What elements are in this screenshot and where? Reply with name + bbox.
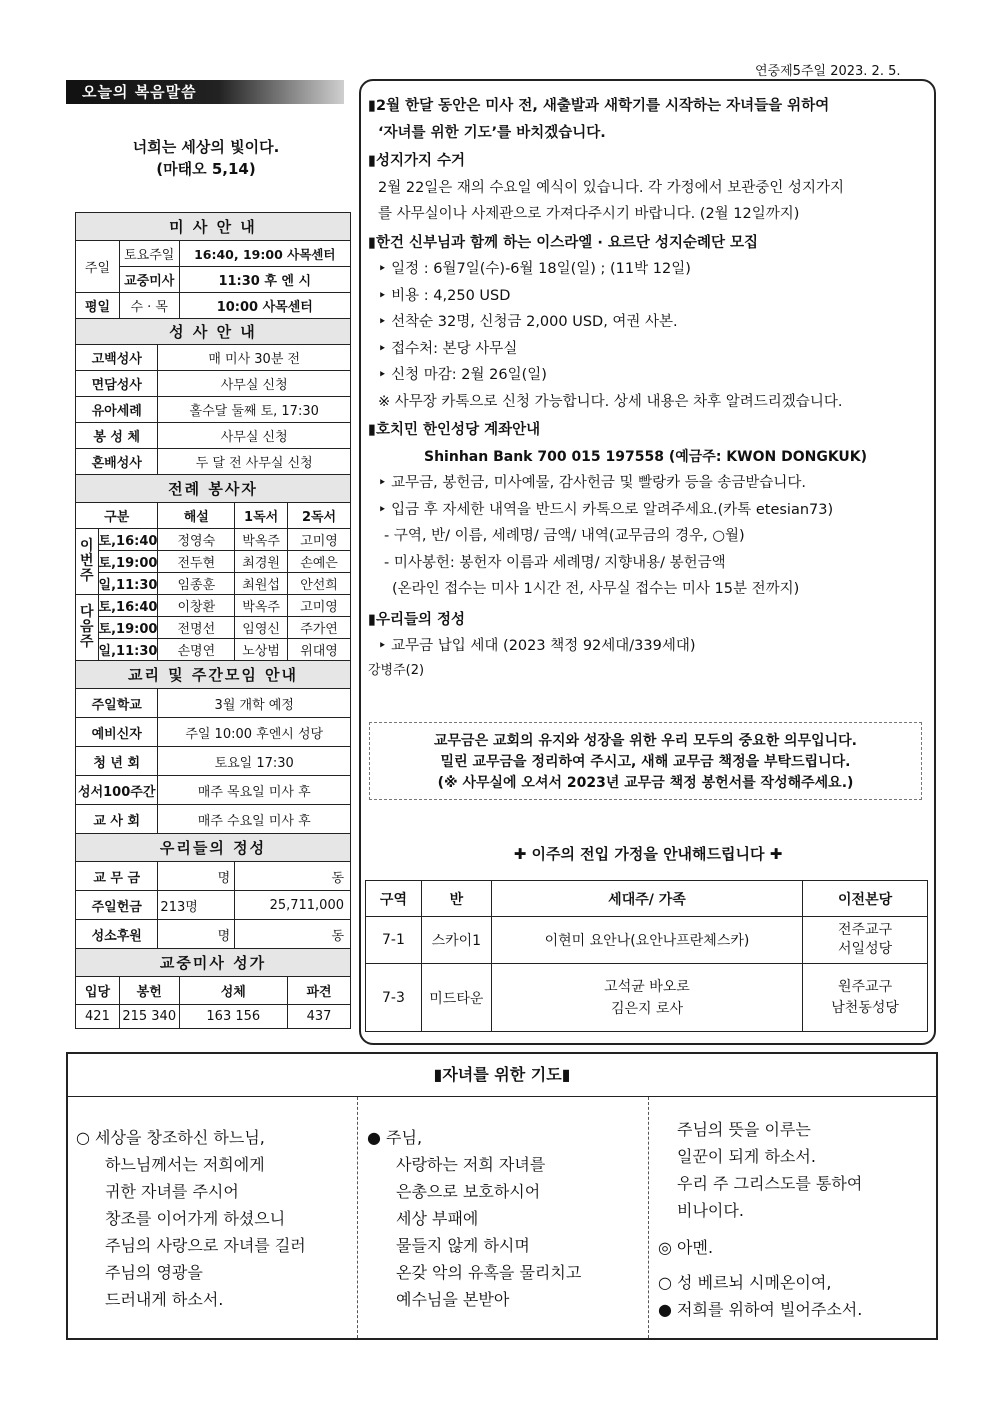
meeting-name: 성서100주간 (76, 776, 158, 805)
servers-header: 해설 (158, 503, 235, 529)
offering-item: ‣ 교무금 납입 세대 (2023 책정 92세대/339세대) (378, 638, 696, 654)
sacrament-name: 유아세례 (76, 397, 158, 423)
server-time: 토,19:00 (98, 551, 158, 573)
tithe-notice-box (369, 722, 922, 800)
sacrament-name: 봉 성 체 (76, 423, 158, 449)
sacrament-value: 매 미사 30분 전 (158, 345, 351, 371)
hymn-number: 163 156 (179, 1005, 288, 1029)
prayer-line: 주님의 사랑으로 자녀를 길러 (105, 1236, 306, 1255)
bank-account: Shinhan Bank 700 015 197558 (예금주: KWON DONGKUK) (424, 448, 868, 465)
server-name: 전두현 (158, 551, 235, 573)
saint-response: ● 저희를 위하여 빌어주소서. (658, 1300, 863, 1319)
bulletin-date: 연중제5주일 2023. 2. 5. (755, 64, 901, 79)
notice-palm-title: ▮성지가지 수거 (368, 153, 466, 169)
family-members (491, 917, 802, 964)
server-name: 손명연 (158, 639, 235, 661)
mass-name: 교중미사 (119, 267, 179, 293)
tithe-line-1: 교무금은 교회의 유지와 성장을 위한 우리 모두의 중요한 의무입니다. (434, 733, 857, 749)
offering-amount: 동 (235, 920, 351, 949)
meeting-name: 청 년 회 (76, 747, 158, 776)
gospel-line-2: (마태오 5,14) (156, 160, 256, 178)
meeting-value: 토요일 17:30 (158, 747, 351, 776)
server-name: 최원섭 (235, 573, 288, 595)
pilgrimage-item: ‣ 접수처: 본당 사무실 (378, 340, 518, 357)
next-week-label: 다음주 (76, 595, 99, 661)
prayer-line: 귀한 자녀를 주시어 (105, 1182, 239, 1201)
meetings-title: 교리 및 주간모임 안내 (76, 661, 351, 689)
meeting-name: 예비신자 (76, 718, 158, 747)
server-name: 전명선 (158, 617, 235, 639)
mass-name: 수 · 목 (119, 293, 179, 319)
family-ban: 미드타운 (421, 964, 491, 1032)
sunday-label: 주일 (76, 241, 120, 293)
family-prev-parish (803, 917, 928, 964)
families-header: 이전본당 (803, 881, 928, 917)
servers-header: 구분 (76, 503, 158, 529)
family-area: 7-1 (366, 917, 422, 964)
server-name: 고미영 (288, 595, 351, 617)
families-title: ✚ 이주의 전입 가정을 안내해드립니다 ✚ (513, 845, 783, 863)
server-time: 일,11:30 (98, 639, 158, 661)
family-ban: 스카이1 (421, 917, 491, 964)
prayer-line: 예수님을 본받아 (396, 1290, 510, 1309)
offering-title: 우리들의 정성 (76, 834, 351, 862)
hymn-header: 파견 (288, 977, 351, 1005)
sacrament-value: 사무실 신청 (158, 423, 351, 449)
meeting-name: 교 사 회 (76, 805, 158, 834)
notice-palm-line-2: 를 사무실이나 사제관으로 가져다주시기 바랍니다. (2월 12일까지) (378, 206, 800, 222)
mass-time: 10:00 사목센터 (179, 293, 350, 319)
prayer-line: ○ 세상을 창조하신 하느님, (76, 1128, 265, 1147)
tithe-line-2: 밀린 교무금을 정리하여 주시고, 새해 교무금 책정을 부탁드립니다. (440, 754, 851, 770)
prayer-line: 창조를 이어가게 하셨으니 (105, 1209, 286, 1228)
prev-parish: 서일성당 (838, 941, 893, 957)
family-member: 김은지 로사 (610, 1000, 684, 1017)
offering-count: 213명 (158, 891, 235, 920)
account-item: ‣ 입금 후 자세한 내역을 반드시 카톡으로 알려주세요.(카톡 etesian73) (378, 501, 834, 518)
meeting-value: 3월 개학 예정 (158, 689, 351, 718)
prayer-line: 일꾼이 되게 하소서. (677, 1147, 816, 1166)
server-time: 토,19:00 (98, 617, 158, 639)
mass-name: 토요주일 (119, 241, 179, 267)
server-time: 토,16:40 (98, 529, 158, 551)
server-name: 박옥주 (235, 595, 288, 617)
families-header: 구역 (366, 881, 422, 917)
hymn-number: 421 (76, 1005, 120, 1029)
prayer-divider (648, 1097, 649, 1338)
server-name: 이창환 (158, 595, 235, 617)
pilgrimage-note: ※ 사무장 카톡으로 신청 가능합니다. 상세 내용은 차후 알려드리겠습니다. (378, 393, 843, 410)
prayer-line: 드러내게 하소서. (105, 1290, 224, 1309)
pilgrimage-item: ‣ 일정 : 6월7일(수)-6월 18일(일) ; (11박 12일) (378, 261, 691, 277)
servers-header: 2독서 (288, 503, 351, 529)
mass-time: 11:30 후 엔 시 (179, 267, 350, 293)
server-time: 토,16:40 (98, 595, 158, 617)
prayer-column-2 (367, 1124, 647, 1313)
family-member: 이현미 요안나(요안나프란체스카) (544, 933, 750, 949)
server-name: 주가연 (288, 617, 351, 639)
amen-line: ◎ 아멘. (658, 1238, 714, 1257)
gospel-verse (75, 136, 337, 180)
prayer-divider (357, 1097, 358, 1338)
prayer-line: 하느님께서는 저희에게 (105, 1155, 265, 1174)
prayer-line: 비나이다. (677, 1201, 744, 1220)
family-prev-parish (803, 964, 928, 1032)
account-item: - 구역, 반/ 이름, 세례명/ 금액/ 내역(교무금의 경우, ○월) (384, 528, 745, 544)
prayer-line: 주님의 뜻을 이루는 (677, 1120, 811, 1139)
offering-amount: 25,711,000 (235, 891, 351, 920)
prayer-line: 물들지 않게 하시며 (396, 1236, 530, 1255)
prayer-column-1 (76, 1124, 356, 1313)
prayer-line: ● 주님, (367, 1128, 423, 1147)
families-header: 반 (421, 881, 491, 917)
gospel-title: 오늘의 복음말씀 (66, 80, 344, 104)
offering-count: 명 (158, 862, 235, 891)
server-name: 고미영 (288, 529, 351, 551)
prayer-line: 은총으로 보호하시어 (396, 1182, 541, 1201)
family-area: 7-3 (366, 964, 422, 1032)
weekday-label: 평일 (76, 293, 120, 319)
hymn-header: 봉헌 (119, 977, 179, 1005)
info-table (75, 212, 351, 1029)
families-header: 세대주/ 가족 (491, 881, 802, 917)
meeting-value: 주일 10:00 후엔시 성당 (158, 718, 351, 747)
notices-text (368, 93, 934, 682)
sacrament-name: 혼배성사 (76, 449, 158, 475)
prayer-line: 온갖 악의 유혹을 물리치고 (396, 1263, 582, 1282)
notice-pilgrimage-title: ▮한건 신부님과 함께 하는 이스라엘 · 요르단 성지순례단 모집 (368, 234, 759, 251)
account-item: ‣ 교무금, 봉헌금, 미사예물, 감사헌금 및 빨랑카 등을 송금받습니다. (378, 475, 807, 491)
offering-count: 명 (158, 920, 235, 949)
notice-prayer-line-2: ‘자녀를 위한 기도’를 바치겠습니다. (378, 124, 606, 141)
prev-diocese: 원주교구 (838, 978, 893, 995)
hymn-header: 입당 (76, 977, 120, 1005)
gospel-line-1: 너희는 세상의 빛이다. (132, 138, 280, 156)
notice-prayer-line-1: ▮2월 한달 동안은 미사 전, 새출발과 새학기를 시작하는 자녀들을 위하여 (368, 98, 830, 114)
prayer-line: 주님의 영광을 (105, 1263, 203, 1282)
offering-name: 교 무 금 (76, 862, 158, 891)
family-members (491, 964, 802, 1032)
sacrament-value: 사무실 신청 (158, 371, 351, 397)
server-name: 손예은 (288, 551, 351, 573)
mass-time: 16:40, 19:00 사목센터 (179, 241, 350, 267)
families-table (365, 880, 928, 1032)
prayer-column-3 (658, 1116, 934, 1323)
server-name: 위대영 (288, 639, 351, 661)
prayer-line: 우리 주 그리스도를 통하여 (677, 1174, 863, 1193)
pilgrimage-item: ‣ 비용 : 4,250 USD (378, 287, 511, 304)
pilgrimage-item: ‣ 선착순 32명, 신청금 2,000 USD, 여권 사본. (378, 314, 678, 330)
server-name: 박옥주 (235, 529, 288, 551)
sacrament-name: 면담성사 (76, 371, 158, 397)
notice-account-title: ▮호치민 한인성당 계좌안내 (368, 422, 541, 438)
saint-invocation: ○ 성 베르뇌 시메온이여, (658, 1273, 832, 1292)
account-item: (온라인 접수는 미사 1시간 전, 사무실 접수는 미사 15분 전까지) (392, 581, 800, 597)
family-member: 고석균 바오로 (604, 978, 690, 995)
server-name: 임영신 (235, 617, 288, 639)
sacrament-title: 성 사 안 내 (76, 319, 351, 345)
offering-donor: 강병주(2) (368, 662, 425, 678)
offering-amount: 동 (235, 862, 351, 891)
mass-title: 미 사 안 내 (76, 213, 351, 241)
prayer-title: ▮자녀를 위한 기도▮ (68, 1054, 936, 1097)
server-name: 최경원 (235, 551, 288, 573)
notice-offering-title: ▮우리들의 정성 (368, 611, 466, 628)
hymn-header: 성체 (179, 977, 288, 1005)
this-week-label: 이번주 (76, 529, 99, 595)
account-item: - 미사봉헌: 봉헌자 이름과 세례명/ 지향내용/ 봉헌금액 (384, 554, 726, 571)
prev-diocese: 전주교구 (838, 922, 893, 938)
offering-name: 성소후원 (76, 920, 158, 949)
server-name: 안선희 (288, 573, 351, 595)
offering-name: 주일헌금 (76, 891, 158, 920)
prev-parish: 남천동성당 (831, 999, 899, 1016)
server-name: 노상범 (235, 639, 288, 661)
hymn-number: 215 340 (119, 1005, 179, 1029)
server-time: 일,11:30 (98, 573, 158, 595)
meeting-name: 주일학교 (76, 689, 158, 718)
pilgrimage-item: ‣ 신청 마감: 2월 26일(일) (378, 367, 547, 383)
sacrament-value: 두 달 전 사무실 신청 (158, 449, 351, 475)
meeting-value: 매주 목요일 미사 후 (158, 776, 351, 805)
servers-title: 전례 봉사자 (76, 475, 351, 503)
tithe-line-3: (※ 사무실에 오셔서 2023년 교무금 책정 봉헌서를 작성해주세요.) (437, 775, 854, 791)
server-name: 정영숙 (158, 529, 235, 551)
notice-palm-line-1: 2월 22일은 재의 수요일 예식이 있습니다. 각 가정에서 보관중인 성지가지 (378, 179, 844, 196)
sacrament-value: 홀수달 둘째 토, 17:30 (158, 397, 351, 423)
hymn-number: 437 (288, 1005, 351, 1029)
hymns-title: 교중미사 성가 (76, 949, 351, 977)
prayer-line: 세상 부패에 (396, 1209, 479, 1228)
prayer-line: 사랑하는 저희 자녀를 (396, 1155, 546, 1174)
meeting-value: 매주 수요일 미사 후 (158, 805, 351, 834)
server-name: 임종훈 (158, 573, 235, 595)
servers-header: 1독서 (235, 503, 288, 529)
sacrament-name: 고백성사 (76, 345, 158, 371)
